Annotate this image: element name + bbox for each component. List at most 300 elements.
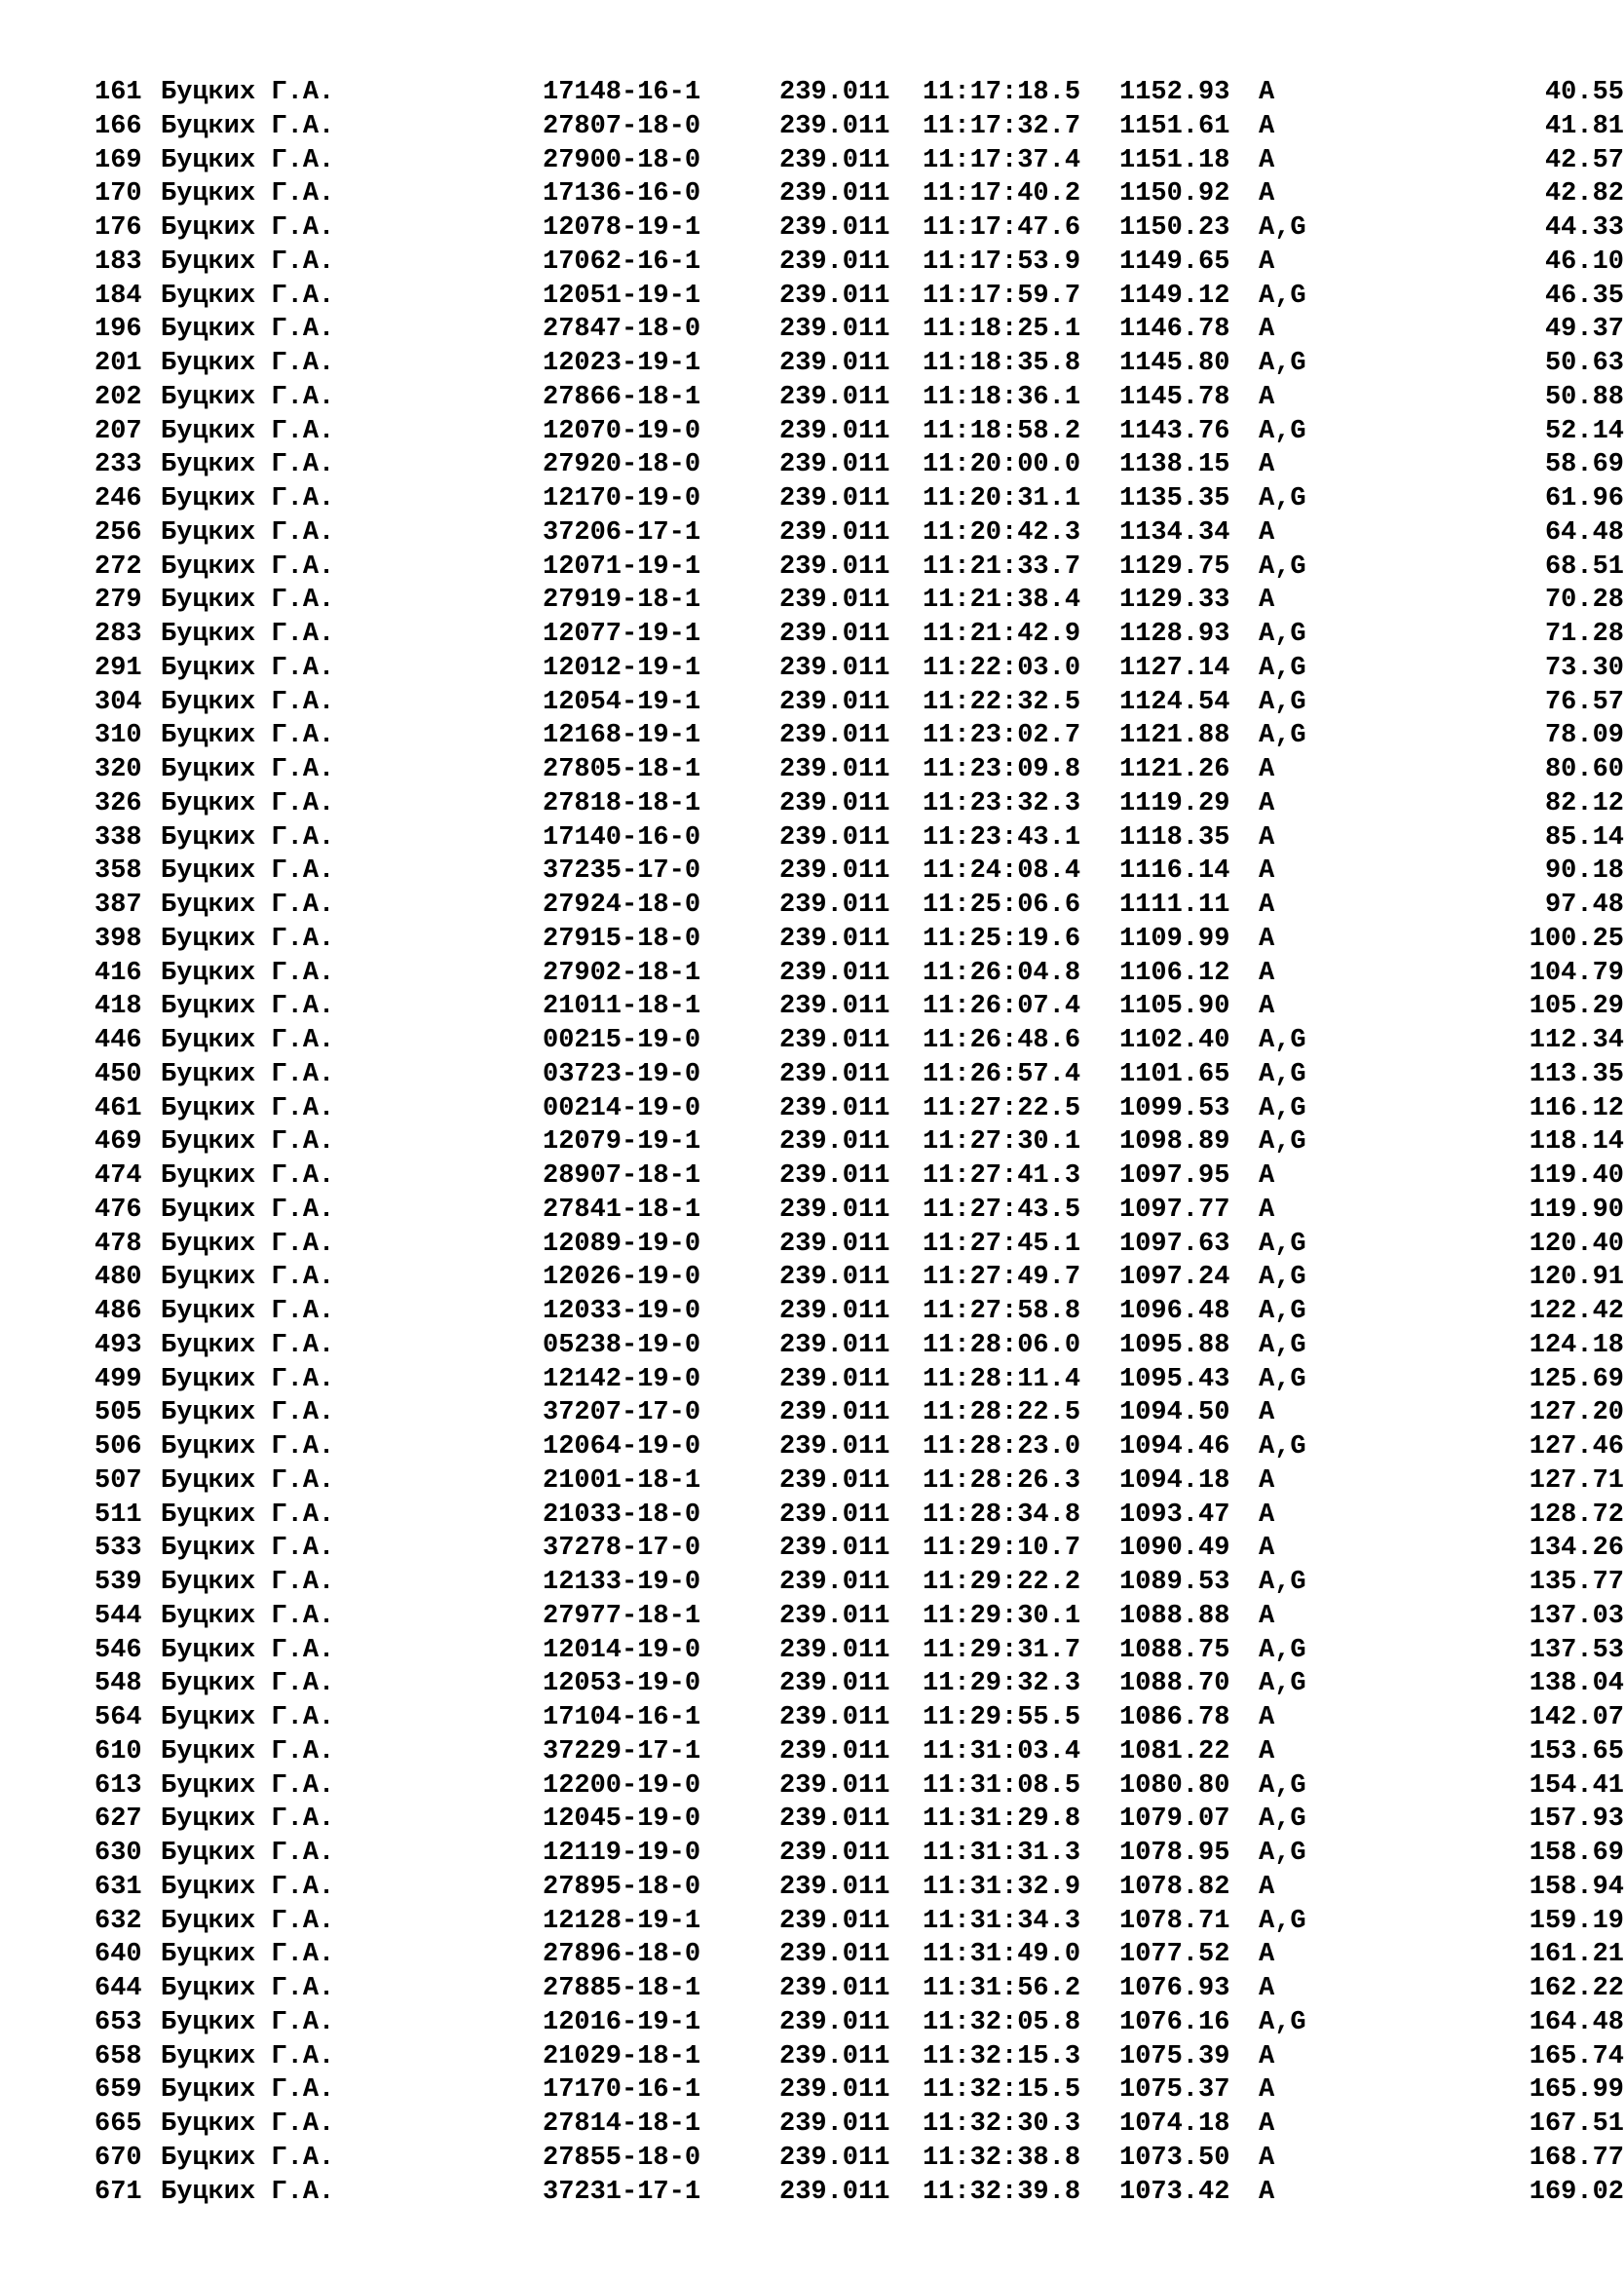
record-time: 11:24:08.4 bbox=[923, 856, 1081, 887]
record-time: 11:23:43.1 bbox=[923, 822, 1081, 853]
record-distance: 46.10 bbox=[1544, 247, 1624, 277]
record-code: 27900-18-0 bbox=[543, 145, 701, 175]
record-code: 27805-18-1 bbox=[543, 755, 701, 784]
record-flag: A,G bbox=[1259, 687, 1306, 717]
record-measure: 1134.34 bbox=[1119, 517, 1230, 548]
table-row bbox=[94, 280, 1624, 314]
record-number: 564 bbox=[94, 1703, 142, 1732]
record-flag: A bbox=[1259, 179, 1275, 209]
record-number: 326 bbox=[94, 788, 142, 818]
record-distance: 90.18 bbox=[1544, 856, 1624, 887]
record-code: 17140-16-0 bbox=[543, 822, 701, 853]
record-number: 170 bbox=[94, 179, 142, 209]
record-name: Буцких Г.А. bbox=[161, 822, 335, 853]
record-code: 17062-16-1 bbox=[543, 247, 701, 277]
record-value: 239.011 bbox=[779, 213, 890, 243]
record-value: 239.011 bbox=[779, 1127, 890, 1158]
record-measure: 1118.35 bbox=[1119, 822, 1230, 853]
record-number: 256 bbox=[94, 517, 142, 548]
record-flag: A,G bbox=[1259, 484, 1306, 513]
table-row bbox=[94, 1125, 1624, 1159]
record-distance: 119.90 bbox=[1529, 1195, 1624, 1225]
record-value: 239.011 bbox=[779, 1465, 890, 1496]
record-measure: 1101.65 bbox=[1119, 1059, 1230, 1089]
table-row bbox=[94, 1701, 1624, 1735]
record-measure: 1124.54 bbox=[1119, 687, 1230, 717]
record-time: 11:27:43.5 bbox=[923, 1195, 1081, 1225]
record-code: 12089-19-0 bbox=[543, 1229, 701, 1259]
record-name: Буцких Г.А. bbox=[161, 687, 335, 717]
record-distance: 61.96 bbox=[1544, 484, 1624, 513]
record-value: 239.011 bbox=[779, 382, 890, 412]
record-value: 239.011 bbox=[779, 1669, 890, 1699]
record-measure: 1097.24 bbox=[1119, 1263, 1230, 1293]
record-code: 12033-19-0 bbox=[543, 1297, 701, 1326]
record-name: Буцких Г.А. bbox=[161, 450, 335, 480]
record-number: 418 bbox=[94, 992, 142, 1022]
record-time: 11:32:15.3 bbox=[923, 2041, 1081, 2071]
record-number: 304 bbox=[94, 687, 142, 717]
table-row bbox=[94, 313, 1624, 347]
record-value: 239.011 bbox=[779, 1906, 890, 1936]
record-distance: 127.46 bbox=[1529, 1432, 1624, 1462]
record-flag: A bbox=[1259, 315, 1275, 345]
record-code: 27895-18-0 bbox=[543, 1872, 701, 1902]
table-row bbox=[94, 1938, 1624, 1972]
record-measure: 1135.35 bbox=[1119, 484, 1230, 513]
record-value: 239.011 bbox=[779, 1093, 890, 1123]
record-time: 11:31:29.8 bbox=[923, 1804, 1081, 1835]
record-name: Буцких Г.А. bbox=[161, 992, 335, 1022]
record-name: Буцких Г.А. bbox=[161, 1297, 335, 1326]
record-value: 239.011 bbox=[779, 1195, 890, 1225]
table-row bbox=[94, 584, 1624, 618]
table-row bbox=[94, 76, 1624, 110]
record-value: 239.011 bbox=[779, 856, 890, 887]
record-number: 246 bbox=[94, 484, 142, 513]
record-name: Буцких Г.А. bbox=[161, 416, 335, 446]
record-name: Буцких Г.А. bbox=[161, 1500, 335, 1530]
record-time: 11:25:19.6 bbox=[923, 924, 1081, 954]
record-value: 239.011 bbox=[779, 247, 890, 277]
record-code: 27866-18-1 bbox=[543, 382, 701, 412]
record-code: 27902-18-1 bbox=[543, 958, 701, 988]
record-time: 11:28:22.5 bbox=[923, 1398, 1081, 1428]
record-number: 183 bbox=[94, 247, 142, 277]
record-code: 17136-16-0 bbox=[543, 179, 701, 209]
record-code: 12128-19-1 bbox=[543, 1906, 701, 1936]
record-measure: 1095.88 bbox=[1119, 1330, 1230, 1360]
record-distance: 82.12 bbox=[1544, 788, 1624, 818]
record-distance: 165.99 bbox=[1529, 2075, 1624, 2106]
record-name: Буцких Г.А. bbox=[161, 111, 335, 141]
record-number: 548 bbox=[94, 1669, 142, 1699]
record-value: 239.011 bbox=[779, 1026, 890, 1055]
record-name: Буцких Г.А. bbox=[161, 856, 335, 887]
record-number: 533 bbox=[94, 1534, 142, 1564]
record-code: 17148-16-1 bbox=[543, 78, 701, 107]
record-number: 416 bbox=[94, 958, 142, 988]
record-value: 239.011 bbox=[779, 788, 890, 818]
record-distance: 46.35 bbox=[1544, 281, 1624, 311]
table-row bbox=[94, 1295, 1624, 1329]
table-row bbox=[94, 686, 1624, 720]
record-measure: 1129.33 bbox=[1119, 586, 1230, 616]
record-distance: 105.29 bbox=[1529, 992, 1624, 1022]
record-number: 176 bbox=[94, 213, 142, 243]
record-value: 239.011 bbox=[779, 1059, 890, 1089]
record-flag: A bbox=[1259, 755, 1275, 784]
record-code: 12026-19-0 bbox=[543, 1263, 701, 1293]
record-flag: A,G bbox=[1259, 281, 1306, 311]
record-list bbox=[94, 76, 1624, 2209]
record-measure: 1099.53 bbox=[1119, 1093, 1230, 1123]
record-time: 11:26:57.4 bbox=[923, 1059, 1081, 1089]
record-number: 450 bbox=[94, 1059, 142, 1089]
record-flag: A,G bbox=[1259, 1669, 1306, 1699]
record-name: Буцких Г.А. bbox=[161, 620, 335, 649]
record-flag: A bbox=[1259, 2177, 1275, 2207]
table-row bbox=[94, 1837, 1624, 1871]
table-row bbox=[94, 1499, 1624, 1533]
table-row bbox=[94, 1532, 1624, 1566]
record-value: 239.011 bbox=[779, 551, 890, 582]
record-name: Буцких Г.А. bbox=[161, 721, 335, 751]
table-row bbox=[94, 551, 1624, 585]
record-name: Буцких Г.А. bbox=[161, 484, 335, 513]
record-number: 480 bbox=[94, 1263, 142, 1293]
table-row bbox=[94, 1769, 1624, 1804]
record-flag: A bbox=[1259, 1534, 1275, 1564]
record-time: 11:21:33.7 bbox=[923, 551, 1081, 582]
record-number: 486 bbox=[94, 1297, 142, 1326]
record-distance: 134.26 bbox=[1529, 1534, 1624, 1564]
record-time: 11:20:00.0 bbox=[923, 450, 1081, 480]
record-name: Буцких Г.А. bbox=[161, 1229, 335, 1259]
record-distance: 50.88 bbox=[1544, 382, 1624, 412]
record-flag: A,G bbox=[1259, 1229, 1306, 1259]
record-code: 27814-18-1 bbox=[543, 2109, 701, 2139]
record-name: Буцких Г.А. bbox=[161, 958, 335, 988]
record-measure: 1093.47 bbox=[1119, 1500, 1230, 1530]
record-distance: 122.42 bbox=[1529, 1297, 1624, 1326]
record-flag: A,G bbox=[1259, 349, 1306, 378]
record-distance: 161.21 bbox=[1529, 1940, 1624, 1970]
record-time: 11:31:56.2 bbox=[923, 1974, 1081, 2003]
record-distance: 157.93 bbox=[1529, 1804, 1624, 1835]
record-flag: A,G bbox=[1259, 620, 1306, 649]
record-flag: A bbox=[1259, 822, 1275, 853]
record-value: 239.011 bbox=[779, 1736, 890, 1766]
record-flag: A bbox=[1259, 1736, 1275, 1766]
record-flag: A,G bbox=[1259, 1635, 1306, 1665]
record-measure: 1079.07 bbox=[1119, 1804, 1230, 1835]
record-time: 11:26:48.6 bbox=[923, 1026, 1081, 1055]
record-distance: 124.18 bbox=[1529, 1330, 1624, 1360]
record-measure: 1078.95 bbox=[1119, 1839, 1230, 1868]
record-distance: 120.40 bbox=[1529, 1229, 1624, 1259]
record-name: Буцких Г.А. bbox=[161, 315, 335, 345]
record-code: 27924-18-0 bbox=[543, 891, 701, 920]
record-flag: A bbox=[1259, 1195, 1275, 1225]
table-row bbox=[94, 1566, 1624, 1600]
record-distance: 137.03 bbox=[1529, 1601, 1624, 1631]
record-code: 12016-19-1 bbox=[543, 2007, 701, 2037]
record-name: Буцких Г.А. bbox=[161, 1770, 335, 1801]
record-number: 511 bbox=[94, 1500, 142, 1530]
record-flag: A,G bbox=[1259, 1093, 1306, 1123]
record-number: 493 bbox=[94, 1330, 142, 1360]
record-number: 272 bbox=[94, 551, 142, 582]
record-measure: 1078.82 bbox=[1119, 1872, 1230, 1902]
record-time: 11:28:23.0 bbox=[923, 1432, 1081, 1462]
record-name: Буцких Г.А. bbox=[161, 145, 335, 175]
record-name: Буцких Г.А. bbox=[161, 1093, 335, 1123]
record-distance: 85.14 bbox=[1544, 822, 1624, 853]
record-number: 610 bbox=[94, 1736, 142, 1766]
record-code: 37235-17-0 bbox=[543, 856, 701, 887]
record-code: 12014-19-0 bbox=[543, 1635, 701, 1665]
record-value: 239.011 bbox=[779, 2109, 890, 2139]
record-flag: A,G bbox=[1259, 1432, 1306, 1462]
record-distance: 164.48 bbox=[1529, 2007, 1624, 2037]
record-number: 184 bbox=[94, 281, 142, 311]
record-flag: A bbox=[1259, 2143, 1275, 2173]
record-measure: 1143.76 bbox=[1119, 416, 1230, 446]
record-name: Буцких Г.А. bbox=[161, 924, 335, 954]
record-name: Буцких Г.А. bbox=[161, 653, 335, 683]
record-distance: 158.69 bbox=[1529, 1839, 1624, 1868]
record-distance: 42.57 bbox=[1544, 145, 1624, 175]
record-value: 239.011 bbox=[779, 1534, 890, 1564]
record-distance: 158.94 bbox=[1529, 1872, 1624, 1902]
record-time: 11:26:04.8 bbox=[923, 958, 1081, 988]
table-row bbox=[94, 719, 1624, 753]
record-flag: A bbox=[1259, 78, 1275, 107]
record-value: 239.011 bbox=[779, 1297, 890, 1326]
record-measure: 1151.61 bbox=[1119, 111, 1230, 141]
record-code: 12079-19-1 bbox=[543, 1127, 701, 1158]
record-flag: A,G bbox=[1259, 1770, 1306, 1801]
record-code: 17170-16-1 bbox=[543, 2075, 701, 2106]
record-flag: A,G bbox=[1259, 1127, 1306, 1158]
record-code: 27855-18-0 bbox=[543, 2143, 701, 2173]
record-time: 11:23:09.8 bbox=[923, 755, 1081, 784]
record-time: 11:31:49.0 bbox=[923, 1940, 1081, 1970]
table-row bbox=[94, 923, 1624, 957]
record-name: Буцких Г.А. bbox=[161, 247, 335, 277]
record-flag: A bbox=[1259, 2041, 1275, 2071]
record-time: 11:17:18.5 bbox=[923, 78, 1081, 107]
record-name: Буцких Г.А. bbox=[161, 281, 335, 311]
record-measure: 1121.88 bbox=[1119, 721, 1230, 751]
record-name: Буцких Г.А. bbox=[161, 1127, 335, 1158]
record-name: Буцких Г.А. bbox=[161, 1330, 335, 1360]
table-row bbox=[94, 889, 1624, 923]
record-number: 398 bbox=[94, 924, 142, 954]
record-time: 11:18:25.1 bbox=[923, 315, 1081, 345]
record-distance: 127.71 bbox=[1529, 1465, 1624, 1496]
record-time: 11:31:32.9 bbox=[923, 1872, 1081, 1902]
record-time: 11:20:31.1 bbox=[923, 484, 1081, 513]
record-number: 338 bbox=[94, 822, 142, 853]
record-distance: 153.65 bbox=[1529, 1736, 1624, 1766]
record-flag: A,G bbox=[1259, 721, 1306, 751]
record-value: 239.011 bbox=[779, 992, 890, 1022]
record-flag: A bbox=[1259, 1500, 1275, 1530]
record-number: 630 bbox=[94, 1839, 142, 1868]
record-value: 239.011 bbox=[779, 687, 890, 717]
record-measure: 1106.12 bbox=[1119, 958, 1230, 988]
record-time: 11:21:42.9 bbox=[923, 620, 1081, 649]
record-name: Буцких Г.А. bbox=[161, 1601, 335, 1631]
table-row bbox=[94, 448, 1624, 482]
record-number: 320 bbox=[94, 755, 142, 784]
record-name: Буцких Г.А. bbox=[161, 586, 335, 616]
record-distance: 128.72 bbox=[1529, 1500, 1624, 1530]
record-flag: A,G bbox=[1259, 1568, 1306, 1597]
record-value: 239.011 bbox=[779, 822, 890, 853]
record-flag: A bbox=[1259, 788, 1275, 818]
record-code: 12012-19-1 bbox=[543, 653, 701, 683]
table-row bbox=[94, 2040, 1624, 2074]
record-value: 239.011 bbox=[779, 2177, 890, 2207]
record-code: 27885-18-1 bbox=[543, 1974, 701, 2003]
table-row bbox=[94, 1600, 1624, 1634]
table-row bbox=[94, 381, 1624, 415]
record-time: 11:32:15.5 bbox=[923, 2075, 1081, 2106]
record-time: 11:29:22.2 bbox=[923, 1568, 1081, 1597]
record-measure: 1078.71 bbox=[1119, 1906, 1230, 1936]
record-name: Буцких Г.А. bbox=[161, 1026, 335, 1055]
record-number: 358 bbox=[94, 856, 142, 887]
record-number: 499 bbox=[94, 1364, 142, 1394]
table-row bbox=[94, 211, 1624, 246]
record-number: 658 bbox=[94, 2041, 142, 2071]
table-row bbox=[94, 990, 1624, 1024]
record-number: 671 bbox=[94, 2177, 142, 2207]
record-distance: 100.25 bbox=[1529, 924, 1624, 954]
record-time: 11:20:42.3 bbox=[923, 517, 1081, 548]
record-code: 27807-18-0 bbox=[543, 111, 701, 141]
record-measure: 1119.29 bbox=[1119, 788, 1230, 818]
record-measure: 1146.78 bbox=[1119, 315, 1230, 345]
record-measure: 1127.14 bbox=[1119, 653, 1230, 683]
record-number: 196 bbox=[94, 315, 142, 345]
table-row bbox=[94, 1634, 1624, 1668]
record-code: 27841-18-1 bbox=[543, 1195, 701, 1225]
record-value: 239.011 bbox=[779, 1229, 890, 1259]
record-measure: 1088.75 bbox=[1119, 1635, 1230, 1665]
record-flag: A,G bbox=[1259, 1804, 1306, 1835]
record-value: 239.011 bbox=[779, 891, 890, 920]
record-number: 644 bbox=[94, 1974, 142, 2003]
record-value: 239.011 bbox=[779, 450, 890, 480]
record-time: 11:29:55.5 bbox=[923, 1703, 1081, 1732]
record-time: 11:27:45.1 bbox=[923, 1229, 1081, 1259]
record-measure: 1076.93 bbox=[1119, 1974, 1230, 2003]
record-flag: A bbox=[1259, 924, 1275, 954]
record-distance: 118.14 bbox=[1529, 1127, 1624, 1158]
record-distance: 165.74 bbox=[1529, 2041, 1624, 2071]
record-measure: 1074.18 bbox=[1119, 2109, 1230, 2139]
record-name: Буцких Г.А. bbox=[161, 1703, 335, 1732]
record-distance: 41.81 bbox=[1544, 111, 1624, 141]
record-value: 239.011 bbox=[779, 1804, 890, 1835]
record-value: 239.011 bbox=[779, 1872, 890, 1902]
record-time: 11:32:39.8 bbox=[923, 2177, 1081, 2207]
record-time: 11:18:36.1 bbox=[923, 382, 1081, 412]
record-measure: 1098.89 bbox=[1119, 1127, 1230, 1158]
record-flag: A,G bbox=[1259, 551, 1306, 582]
record-distance: 50.63 bbox=[1544, 349, 1624, 378]
record-measure: 1097.95 bbox=[1119, 1161, 1230, 1191]
record-code: 12054-19-1 bbox=[543, 687, 701, 717]
record-code: 12045-19-0 bbox=[543, 1804, 701, 1835]
record-code: 37206-17-1 bbox=[543, 517, 701, 548]
record-time: 11:17:59.7 bbox=[923, 281, 1081, 311]
table-row bbox=[94, 2142, 1624, 2176]
record-number: 469 bbox=[94, 1127, 142, 1158]
record-flag: A,G bbox=[1259, 653, 1306, 683]
record-number: 233 bbox=[94, 450, 142, 480]
record-distance: 44.33 bbox=[1544, 213, 1624, 243]
record-time: 11:17:40.2 bbox=[923, 179, 1081, 209]
record-time: 11:31:34.3 bbox=[923, 1906, 1081, 1936]
record-time: 11:29:10.7 bbox=[923, 1534, 1081, 1564]
record-measure: 1097.77 bbox=[1119, 1195, 1230, 1225]
record-flag: A bbox=[1259, 891, 1275, 920]
record-number: 505 bbox=[94, 1398, 142, 1428]
record-time: 11:17:32.7 bbox=[923, 111, 1081, 141]
record-number: 670 bbox=[94, 2143, 142, 2173]
record-name: Буцких Г.А. bbox=[161, 382, 335, 412]
record-number: 310 bbox=[94, 721, 142, 751]
record-code: 12070-19-0 bbox=[543, 416, 701, 446]
record-measure: 1073.42 bbox=[1119, 2177, 1230, 2207]
record-flag: A bbox=[1259, 517, 1275, 548]
record-code: 05238-19-0 bbox=[543, 1330, 701, 1360]
record-value: 239.011 bbox=[779, 586, 890, 616]
record-name: Буцких Г.А. bbox=[161, 1465, 335, 1496]
record-distance: 70.28 bbox=[1544, 586, 1624, 616]
record-value: 239.011 bbox=[779, 1161, 890, 1191]
record-flag: A bbox=[1259, 1974, 1275, 2003]
record-value: 239.011 bbox=[779, 78, 890, 107]
record-measure: 1109.99 bbox=[1119, 924, 1230, 954]
table-row bbox=[94, 482, 1624, 516]
record-measure: 1075.39 bbox=[1119, 2041, 1230, 2071]
record-value: 239.011 bbox=[779, 1601, 890, 1631]
record-measure: 1145.80 bbox=[1119, 349, 1230, 378]
record-code: 37229-17-1 bbox=[543, 1736, 701, 1766]
record-number: 161 bbox=[94, 78, 142, 107]
table-row bbox=[94, 957, 1624, 991]
record-flag: A,G bbox=[1259, 1263, 1306, 1293]
record-distance: 120.91 bbox=[1529, 1263, 1624, 1293]
record-measure: 1129.75 bbox=[1119, 551, 1230, 582]
record-flag: A bbox=[1259, 1601, 1275, 1631]
record-measure: 1076.16 bbox=[1119, 2007, 1230, 2037]
record-distance: 58.69 bbox=[1544, 450, 1624, 480]
record-distance: 76.57 bbox=[1544, 687, 1624, 717]
record-measure: 1075.37 bbox=[1119, 2075, 1230, 2106]
record-time: 11:29:32.3 bbox=[923, 1669, 1081, 1699]
table-row bbox=[94, 821, 1624, 855]
table-row bbox=[94, 1464, 1624, 1499]
record-flag: A bbox=[1259, 1398, 1275, 1428]
record-time: 11:29:30.1 bbox=[923, 1601, 1081, 1631]
